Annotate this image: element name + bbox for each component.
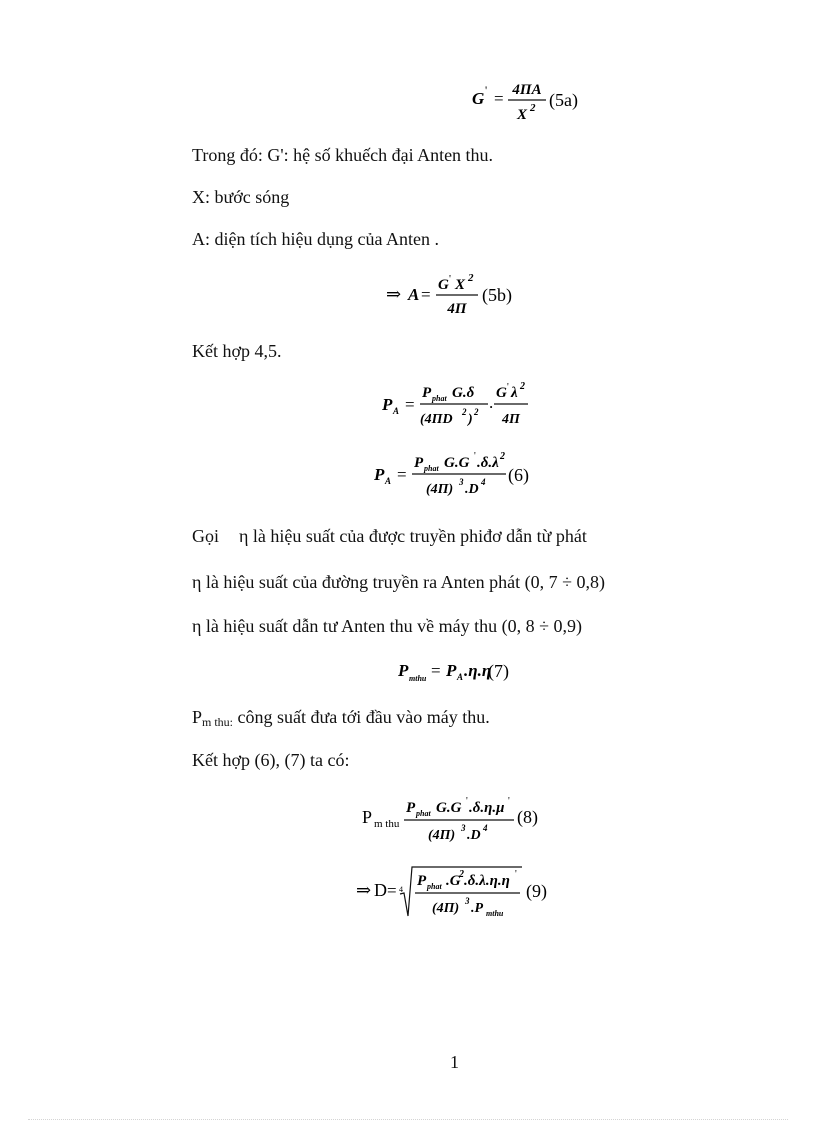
eq5b-den: 4Π [447,301,467,317]
eqpa-num2: G [496,385,507,401]
equation-9-graphic [356,863,556,921]
eqpa-den1-exp: 2 [462,407,467,417]
eq8-den-tail-exp: 4 [483,823,488,833]
a-line: A: diện tích hiệu dụng của Anten . [192,229,439,249]
goi-eta: η [239,526,249,546]
eq5b-num-prime: ' [449,273,451,285]
equation-8 [362,795,542,852]
eq6-num-prime: ' [474,451,476,462]
eq9-tag: (9) [526,881,547,901]
eq9-num-rest: .G [446,873,461,889]
eq9-den-exp: 3 [465,896,470,906]
ket-hop-45-line: Kết hợp 4,5. [192,341,282,361]
equation-5a [472,80,582,129]
eq6-num: P [414,455,424,471]
eq9-den: (4Π) [432,901,460,916]
pm-sub: m thu: [202,715,234,729]
goi-line [192,526,587,547]
eq6-den: (4Π) [426,482,454,497]
eq5b-num-g: G [438,277,449,293]
eq9-arrow: ⇒ [356,880,372,900]
eqpa-dot: . [489,393,494,412]
eqpa-num2-rest: λ [511,385,518,401]
eq6-den-exp: 3 [459,477,464,487]
eq8-den: (4Π) [428,828,456,843]
eq7-rhs: P [446,661,457,680]
eqpa-num1-rest: G.δ [452,385,475,401]
equation-8-graphic [362,795,542,847]
eq8-lhs: P [362,807,373,827]
eq5a-prime: ' [485,83,488,97]
equation-6-graphic [374,449,534,499]
equation-pa-product [382,380,532,433]
eq8-num-rest: G.G [436,800,462,816]
eq5b-lhs: A [408,285,420,304]
eq6-tag: (6) [508,465,529,485]
eqpa-equals: = [405,395,415,414]
eq8-num-tail: .δ.η.μ [469,800,505,816]
goi-prefix: Gọi [192,526,219,546]
eq8-num: P [406,800,416,816]
eq9-lhs: D [374,880,387,900]
eq9-num-sub: phat [427,882,442,891]
eqpa-den1-close: ) [468,412,473,427]
eq7-tag: (7) [488,661,509,681]
eqpa-den1-outer-exp: 2 [474,407,479,417]
eq9-den-tail: .P [471,901,484,916]
eq5a-lhs: G [472,89,485,108]
eq6-num-sub: phat [424,464,439,473]
equation-pa-product-graphic [382,380,532,428]
eq8-tag: (8) [517,807,538,827]
x-line: X: bước sóng [192,187,290,207]
eqpa-den2: 4Π [502,412,520,427]
eqpa-num1: P [422,385,432,401]
eqpa-num2-exp: 2 [520,381,525,392]
eq9-den-sub: mthu [486,909,504,918]
eq5b-num-exp: 2 [468,272,474,284]
eq5a-num: 4ΠA [512,82,542,98]
eta-line-2: η là hiệu suất dẫn tư Anten thu về máy thu (0, 8 ÷ 0,9) [192,616,582,636]
eq5a-tag: (5a) [549,90,578,110]
eq8-num-sub: phat [416,809,431,818]
eqpa-num2-prime: ' [507,382,509,393]
eq7-rhs-sub: A [457,672,464,682]
equation-5b [386,272,526,323]
eq5a-equals: = [494,89,504,108]
eq9-num-prime: ' [515,869,517,880]
eq7-lhs: P [398,661,409,680]
equation-7 [398,658,518,691]
page-number: 1 [450,1052,459,1072]
eq7-lhs-sub: mthu [409,674,427,683]
ket-hop-67-line: Kết hợp (6), (7) ta có: [192,750,350,770]
eq5b-num-x: X [455,277,466,293]
eq9-num-tail: .δ.λ.η.η [464,873,510,889]
equation-9 [356,863,556,926]
equation-6 [374,449,534,504]
eq5b-tag: (5b) [482,285,512,305]
eq8-den-exp: 3 [461,823,466,833]
eq9-num-exp: 2 [459,869,464,880]
equation-5b-graphic [386,272,526,318]
eqpa-num1-sub: phat [432,394,447,403]
equation-7-graphic [398,658,518,686]
page-bottom-divider [28,1119,788,1120]
eq8-lhs-sub: m thu [374,818,400,830]
eqpa-den1: (4ΠD [420,412,453,427]
eq7-equals: = [431,661,441,680]
eq5b-arrow: ⇒ [386,284,402,304]
eq9-equals: = [387,881,397,900]
eta-line-1: η là hiệu suất của đường truyền ra Anten phát (0, 7 ÷ 0,8) [192,572,605,592]
trong-do-line: Trong đó: G': hệ số khuếch đại Anten thu. [192,145,494,165]
eq9-root-index: 4 [399,885,403,894]
eq8-den-tail: .D [467,828,481,843]
pm-p: P [192,707,203,727]
eq8-num-prime2: ' [508,796,510,807]
eqpa-lhs: P [382,395,393,414]
eq5a-den-var: X [517,107,528,123]
eq5b-equals: = [421,285,431,304]
eq8-num-prime: ' [466,796,468,807]
eq6-num-exp: 2 [500,451,505,462]
eq6-lhs-sub: A [385,476,392,486]
eq6-lhs: P [374,465,385,484]
eq5a-den-exp: 2 [530,102,536,114]
eq9-num: P [417,873,427,889]
goi-rest: là hiệu suất của được truyền phiđơ dẫn từ phát [252,526,587,546]
eq6-num-tail: .δ.λ [477,455,499,471]
eq6-equals: = [397,465,407,484]
eq7-rhs-tail: .η.η [464,661,492,680]
eq6-den-tail: .D [465,482,479,497]
equation-5a-graphic [472,80,582,124]
eqpa-lhs-sub: A [393,406,400,416]
pm-rest: công suất đưa tới đầu vào máy thu. [233,707,490,727]
eq6-den-tail-exp: 4 [481,477,486,487]
eq6-num-rest: G.G [444,455,470,471]
pm-thu-line [192,707,490,730]
